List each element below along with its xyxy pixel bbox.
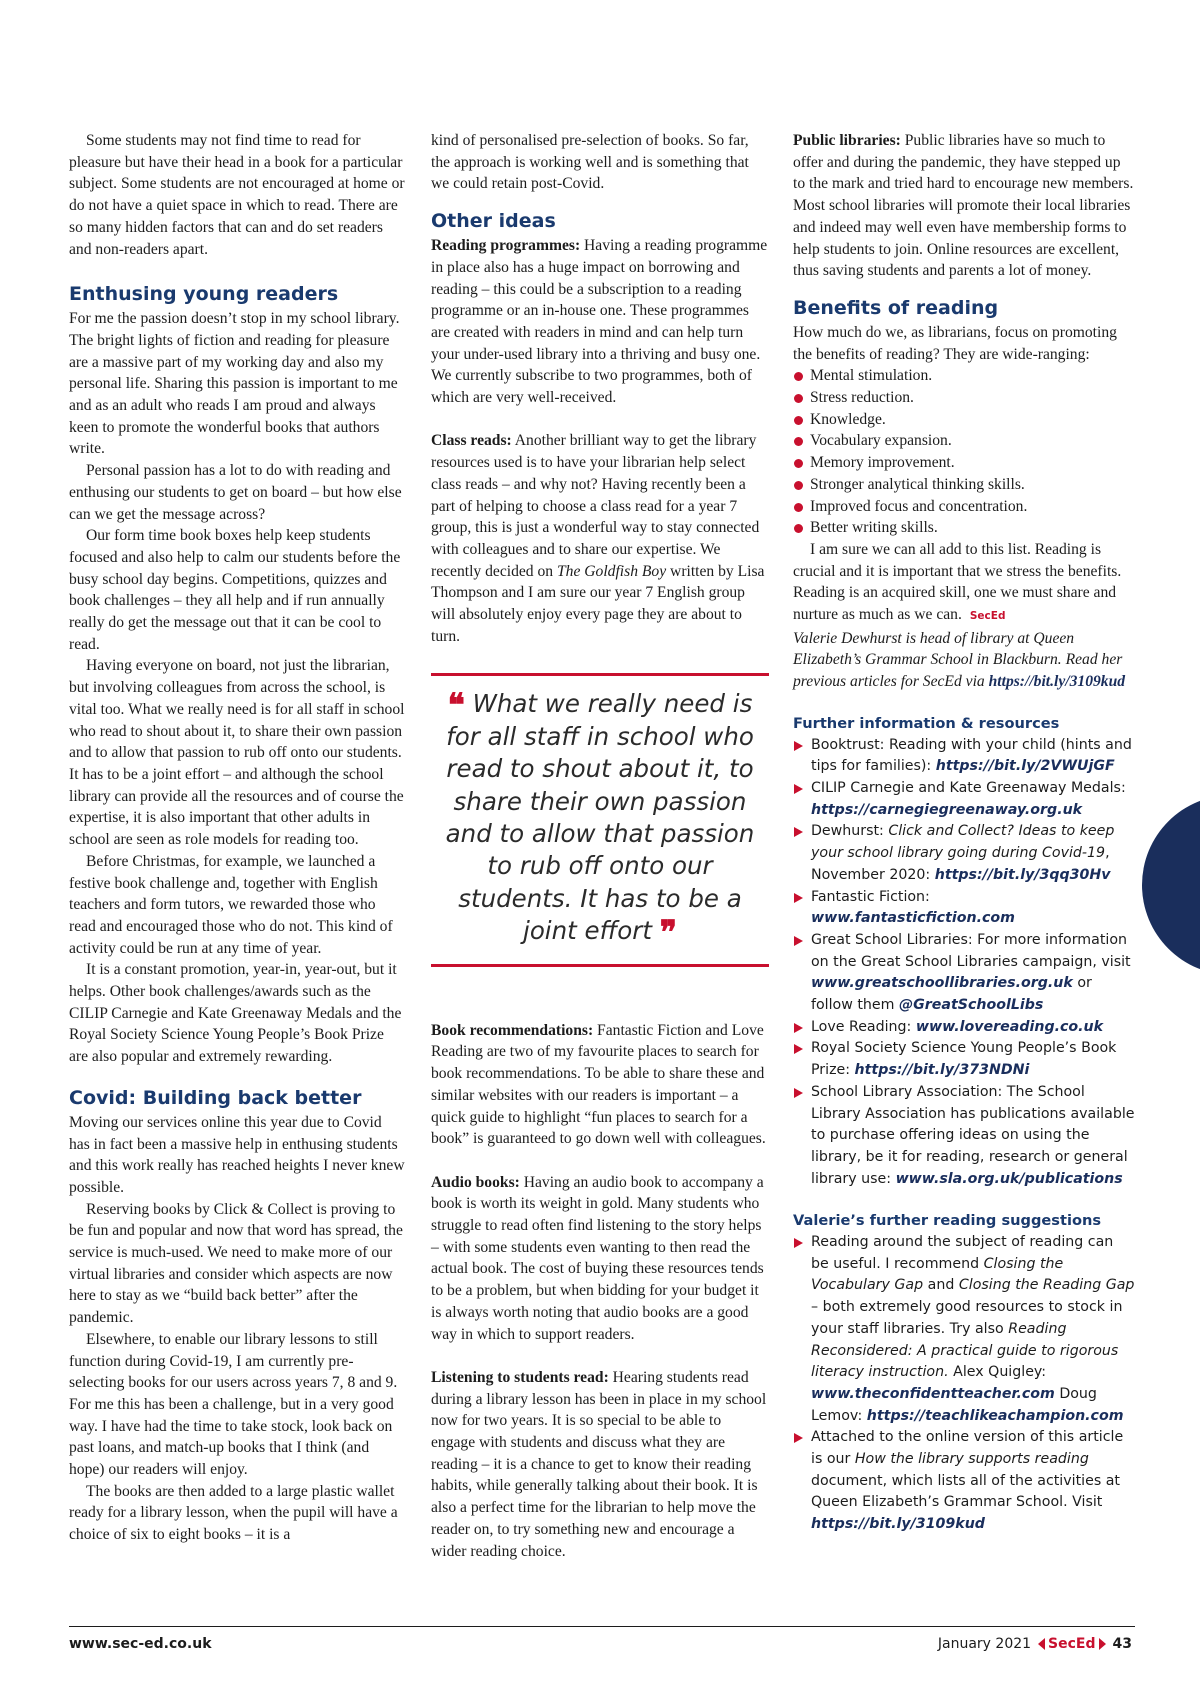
- lead-in: Reading programmes:: [431, 237, 581, 255]
- list-item-text: School Library Association: The School Library Association has publications available to purchase offering ideas on using the library, be it for reading, research or general library use:: [811, 1083, 1135, 1187]
- list-item: [793, 1017, 1135, 1039]
- paragraph: It is a constant promotion, year-in, year-out, but it helps. Other book challenges/awards such as the CILIP Carnegie and Kate Greenaway Medals and the Royal Society Science Young People’s Book Prize are also popular and extremely rewarding.: [69, 961, 402, 1066]
- open-quote-icon: ❝: [447, 686, 465, 725]
- book-title: Reading Reconsidered: A practical guide to rigorous literacy instruction.: [811, 1320, 1119, 1381]
- bio-link[interactable]: https://bit.ly/3109kud: [988, 673, 1126, 691]
- lead-in: Audio books:: [431, 1173, 520, 1191]
- pull-quote-text: What we really need is for all staff in school who read to shout about it, to share their own passion and to allow that passion to rub off onto our students. It has to be a joint effort: [445, 689, 755, 946]
- benefits-list: [793, 365, 1135, 539]
- lead-in: Public libraries:: [793, 132, 901, 149]
- paragraph: Reserving books by Click & Collect is proving to be fun and popular and now that word has spread, the service is much-used. We need to make more of our virtual libraries and consider which aspects are now here to stay as we “build back better” after the pandemic.: [69, 1200, 403, 1327]
- lead-in: Listening to students read:: [431, 1368, 609, 1386]
- list-item-text: Doug Lemov:: [811, 1385, 1097, 1424]
- seced-end-mark: SecEd: [969, 610, 1006, 623]
- list-item: [793, 409, 1135, 431]
- paragraph-text: I am sure we can all add to this list. Reading is crucial and it is important that we stress the benefits. Reading is an acquired skill, one we must share and nurture as much as we can.: [793, 540, 1122, 624]
- paragraph: Some students may not find time to read for pleasure but have their head in a book for a particular subject. Some students are not encouraged at home or do not have a quiet space in which to read. There are so many hidden factors that can and do set readers and non-readers apart.: [69, 132, 405, 258]
- paragraph-text: Having an audio book to accompany a book is worth its weight in gold. Many students who struggle to read often find listening to the story helps – with some students even wanting to then read the actual book. The cost of buying these resources tends to be a problem, but when bidding for your budget it is always worth noting that audio books are a good way in which to support readers.: [431, 1173, 764, 1343]
- arrow-icon: [794, 1238, 803, 1248]
- book-title: The Goldfish Boy: [557, 562, 667, 580]
- paragraph: kind of personalised pre-selection of books. So far, the approach is working well and is something that we could retain post-Covid.: [431, 132, 749, 193]
- article-title: Click and Collect? Ideas to keep your school library going during Covid-19: [811, 823, 1115, 862]
- list-item-text: Mental stimulation.: [810, 367, 933, 385]
- paragraph-text: Another brilliant way to get the library resources used is to have your librarian help select class reads – and why not? Having recently been a part of helping to choose a class read for a year 7 group, this is just a wonderful way to stay connected with colleagues and to share our expertise. We recently decided on: [431, 432, 760, 580]
- triangle-left-icon: [1038, 1638, 1045, 1650]
- paragraph-text: Hearing students read during a library lesson has been in place in my school now for two years. It is so special to be able to engage with students and discuss what they are reading – it is a chance to get to know their reading habits, while generally talking about their book. It is also a perfect time for the librarian to help move the reader on, to try something new and encourage a wider reading choice.: [431, 1368, 767, 1560]
- heading-other-ideas: Other ideas: [431, 210, 556, 233]
- list-item: [793, 430, 1135, 452]
- list-item-text: Dewhurst:: [811, 823, 889, 840]
- link[interactable]: www.fantasticfiction.com: [811, 910, 1015, 927]
- paragraph: Elsewhere, to enable our library lessons to still function during Covid-19, I am currently pre-selecting books for our users across years 7, 8 and 9. For me this has been a challenge, but in a very good way. I have had the time to take stock, look back on past loans, and match-up books that I think (and hope) our readers will enjoy.: [69, 1330, 398, 1479]
- navy-side-tab: [1142, 795, 1200, 975]
- list-item: [793, 930, 1135, 1017]
- paragraph-listening: [431, 1367, 769, 1562]
- arrow-icon: [794, 1023, 803, 1033]
- document-title: How the library supports reading: [854, 1451, 1089, 1468]
- list-item: [793, 821, 1135, 886]
- list-item: [793, 517, 1135, 539]
- list-item-text: Attached to the online version of this article is our: [811, 1429, 1124, 1468]
- list-item-text: Love Reading:: [811, 1018, 916, 1035]
- page-number: 43: [1112, 1636, 1132, 1652]
- list-item: [793, 452, 1135, 474]
- footer-website[interactable]: www.sec-ed.co.uk: [69, 1636, 212, 1652]
- arrow-icon: [794, 1044, 803, 1054]
- close-quote-icon: ❞: [659, 913, 677, 952]
- list-item-text: Great School Libraries: For more information on the Great School Libraries campaign, visit: [811, 931, 1131, 970]
- heading-enthusing-young-readers: Enthusing young readers: [69, 283, 339, 306]
- arrow-icon: [794, 784, 803, 794]
- brand-name: SecEd: [1048, 1636, 1096, 1652]
- link[interactable]: www.theconfidentteacher.com: [811, 1385, 1055, 1402]
- list-item: [793, 1082, 1135, 1191]
- list-item: [793, 387, 1135, 409]
- book-title: Closing the Reading Gap: [958, 1277, 1135, 1294]
- list-item-text: Fantastic Fiction:: [811, 888, 930, 905]
- list-item: [793, 1427, 1135, 1536]
- bullet-icon: [794, 394, 803, 403]
- list-item-text: or follow them: [811, 975, 1092, 1014]
- paragraph: Before Christmas, for example, we launched a festive book challenge and, together with English teachers and form tutors, we rewarded those who read and encouraged those who do not. This kind of activity could be run at any time of year.: [69, 852, 393, 957]
- link[interactable]: https://bit.ly/373NDNi: [854, 1062, 1030, 1079]
- list-item-text: Alex Quigley:: [948, 1364, 1047, 1381]
- author-bio: [793, 628, 1135, 693]
- link[interactable]: www.lovereading.co.uk: [915, 1018, 1104, 1035]
- paragraph: Personal passion has a lot to do with reading and enthusing our students to get on board – but how else can we get the message across?: [69, 462, 402, 523]
- arrow-icon: [794, 893, 803, 903]
- arrow-icon: [794, 741, 803, 751]
- list-item-text: Memory improvement.: [810, 454, 955, 472]
- paragraph-text: written by Lisa Thompson and I am sure our year 7 English group will absolutely enjoy every page they are about to turn.: [431, 562, 765, 645]
- triangle-right-icon: [1099, 1638, 1106, 1650]
- list-item-text: Booktrust: Reading with your child (hints and tips for families):: [811, 736, 1132, 775]
- arrow-icon: [794, 827, 803, 837]
- paragraph-text: Public libraries have so much to offer and during the pandemic, they have stepped up to the mark and tried hard to encourage new members. Most school libraries will promote their local libraries and indeed may well even have membership forms to help students to join. Online resources are excellent, thus saving students and parents a lot of money.: [793, 132, 1134, 280]
- list-item: [793, 778, 1135, 821]
- bullet-icon: [794, 416, 803, 425]
- heading-further-information: Further information & resources: [793, 714, 1060, 732]
- list-item-text: Improved focus and concentration.: [810, 497, 1028, 515]
- footer-divider: [69, 1626, 1135, 1627]
- list-item-text: Stronger analytical thinking skills.: [810, 475, 1025, 493]
- heading-covid-building-back-better: Covid: Building back better: [69, 1086, 362, 1109]
- bullet-icon: [794, 437, 803, 446]
- column-3: [793, 130, 1135, 1536]
- list-item-text: Vocabulary expansion.: [810, 432, 952, 450]
- paragraph-public-libraries: [793, 130, 1135, 282]
- list-item-text: document, which lists all of the activities at Queen Elizabeth’s Grammar School. Visit: [811, 1472, 1120, 1511]
- heading-further-reading-suggestions: Valerie’s further reading suggestions: [793, 1212, 1102, 1230]
- arrow-icon: [794, 1088, 803, 1098]
- list-item-text: , November 2020:: [811, 845, 1110, 883]
- list-item: [793, 1038, 1135, 1081]
- link[interactable]: https://bit.ly/3109kud: [811, 1516, 985, 1533]
- list-item-text: Knowledge.: [810, 410, 886, 428]
- footer-folio: [938, 1636, 1132, 1652]
- paragraph-class-reads: [431, 430, 769, 647]
- list-item-text: Stress reduction.: [810, 389, 914, 407]
- bullet-icon: [794, 459, 803, 468]
- lead-in: Book recommendations:: [431, 1021, 594, 1039]
- bullet-icon: [794, 503, 803, 512]
- list-item: [793, 496, 1135, 518]
- bullet-icon: [794, 372, 803, 381]
- paragraph: For me the passion doesn’t stop in my school library. The bright lights of fiction and reading for pleasure are a massive part of my working day and also my personal life. Sharing this passion is important to me and as an adult who reads I am proud and always keen to promote the wonderful books that authors write.: [69, 310, 400, 458]
- paragraph-audio-books: [431, 1172, 769, 1346]
- list-item: [793, 735, 1135, 778]
- link[interactable]: www.sla.org.uk/publications: [895, 1170, 1123, 1187]
- paragraph: Our form time book boxes help keep students focused and also help to calm our students before the busy school day begins. Competitions, quizzes and book challenges – they all help and if run annually really do get the message out that it can be cool to read.: [69, 527, 401, 653]
- link[interactable]: https://bit.ly/2VWUjGF: [935, 758, 1115, 775]
- paragraph: Having everyone on board, not just the librarian, but involving colleagues from across the school, is vital too. What we really need is for all staff in school who read to shout about it, to share their own passion and to allow that passion to rub off onto our students. It has to be a joint effort – and although the school library can provide all the resources and of course the expertise, it is also important that other adults in school are seen as role models for reading too.: [69, 657, 405, 849]
- bio-text: Valerie Dewhurst is head of library at Queen Elizabeth’s Grammar School in Blackburn. Read her previous articles for SecEd via: [793, 629, 1123, 691]
- arrow-icon: [794, 1433, 803, 1443]
- list-item-text: Better writing skills.: [810, 519, 938, 537]
- list-item: [793, 887, 1135, 930]
- list-item-text: and: [923, 1277, 959, 1294]
- paragraph-text: Fantastic Fiction and Love Reading are two of my favourite places to search for book recommendations. To be able to share these and similar websites with our readers is important – a quick guide to highlight “fun places to search for a book” is guaranteed to go down well with colleagues.: [431, 1021, 766, 1148]
- list-item-text: Royal Society Science Young People’s Book Prize:: [811, 1040, 1117, 1079]
- lead-in: Class reads:: [431, 432, 512, 450]
- bullet-icon: [794, 481, 803, 490]
- book-title: Closing the Vocabulary Gap: [811, 1255, 1064, 1294]
- paragraph: [793, 539, 1135, 628]
- link[interactable]: https://bit.ly/3qq30Hv: [934, 866, 1111, 883]
- arrow-icon: [794, 936, 803, 946]
- paragraph: Moving our services online this year due to Covid has in fact been a massive help in enthusing students and this work really has reached heights I never knew possible.: [69, 1113, 405, 1196]
- heading-benefits-of-reading: Benefits of reading: [793, 296, 999, 319]
- paragraph-reading-programmes: [431, 235, 769, 409]
- resources-list: [793, 735, 1135, 1191]
- paragraph-text: Having a reading programme in place also has a huge impact on borrowing and reading – this could be a subscription to a reading programme or an in-house one. These programmes are created with readers in mind and can help turn your under-used library into a thriving and busy one. We currently subscribe to two programmes, both of which are very well-received.: [431, 237, 768, 407]
- list-item-text: CILIP Carnegie and Kate Greenaway Medals:: [811, 779, 1126, 796]
- paragraph: How much do we, as librarians, focus on promoting the benefits of reading? They are wide-ranging:: [793, 323, 1117, 363]
- list-item: [793, 365, 1135, 387]
- social-handle-link[interactable]: @GreatSchoolLibs: [898, 997, 1044, 1014]
- reading-suggestions-list: [793, 1232, 1135, 1536]
- bullet-icon: [794, 524, 803, 533]
- link[interactable]: https://teachlikeachampion.com: [866, 1407, 1124, 1424]
- link[interactable]: www.greatschoollibraries.org.uk: [811, 975, 1073, 992]
- list-item-text: – both extremely good resources to stock in your staff libraries. Try also: [811, 1299, 1123, 1337]
- column-2: [431, 130, 769, 1562]
- link[interactable]: https://carnegiegreenaway.org.uk: [811, 801, 1083, 818]
- paragraph: The books are then added to a large plastic wallet ready for a library lesson, when the pupil will have a choice of six to eight books – it is a: [69, 1482, 398, 1544]
- issue-date: January 2021: [937, 1636, 1032, 1652]
- column-1: [69, 130, 405, 1546]
- paragraph-book-recommendations: [431, 1020, 769, 1150]
- pull-quote: [431, 673, 769, 966]
- list-item: [793, 474, 1135, 496]
- list-item-text: Reading around the subject of reading can be useful. I recommend: [811, 1234, 1114, 1272]
- list-item: [793, 1232, 1135, 1427]
